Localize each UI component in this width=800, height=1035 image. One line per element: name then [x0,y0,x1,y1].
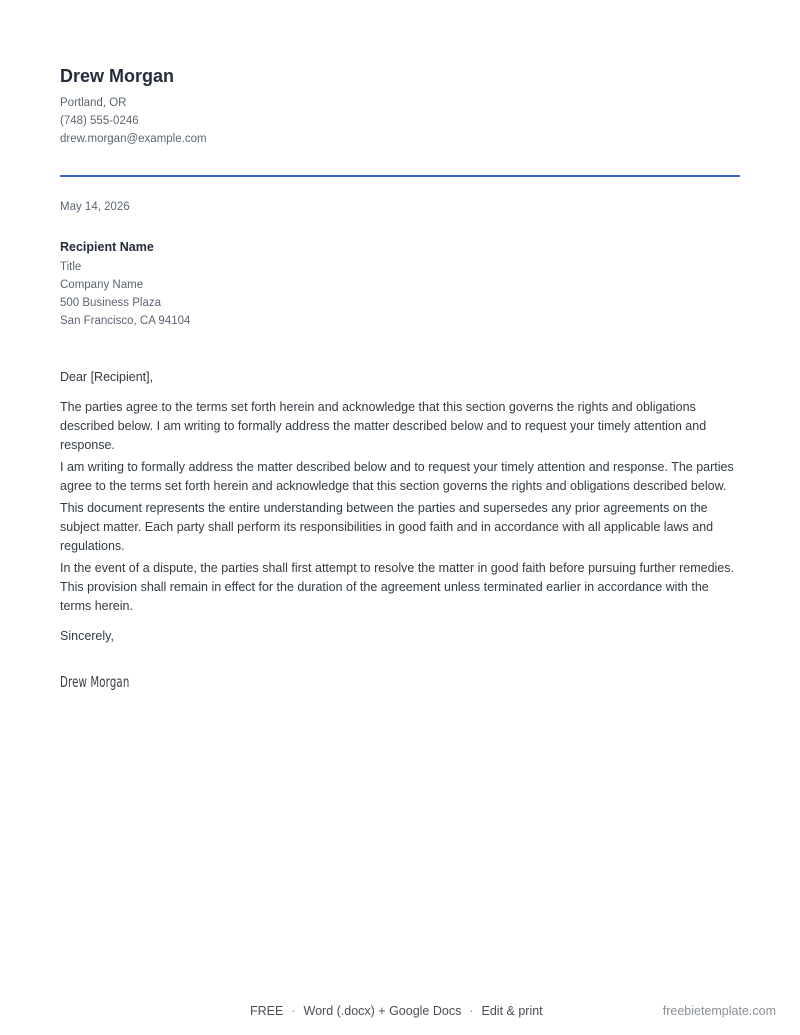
footer-separator: · [291,1004,296,1018]
sender-location: Portland, OR [60,97,127,109]
recipient-address: 500 Business Plaza [60,297,162,309]
footer-features [250,1004,543,1018]
body-paragraph: In the event of a dispute, the parties shall first attempt to resolve the matter in good faith before pursuing further remedies. This provision shall remain in effect for the duration of the agreement unless terminated earlier in accordance with the terms herein. [60,561,734,613]
sender-phone: (748) 555-0246 [60,115,139,127]
closing: Sincerely, [60,629,114,643]
footer-free-label: FREE [250,1004,284,1018]
footer-brand-link[interactable]: freebietemplate.com [662,1004,776,1018]
footer [0,1004,800,1022]
sender-email: drew.morgan@example.com [60,133,207,145]
recipient-title: Title [60,261,82,273]
sender-name: Drew Morgan [60,66,175,86]
recipient-name: Recipient Name [60,240,154,254]
signature: Drew Morgan [60,673,130,691]
body-paragraph: I am writing to formally address the matter described below and to request your timely attention and response. The parties agree to the terms set forth herein and acknowledge that this section governs the rights and obligations described below. [60,460,734,493]
letter-date: May 14, 2026 [60,201,130,213]
body-paragraph: The parties agree to the terms set forth herein and acknowledge that this section governs the rights and obligations described below. I am writing to formally address the matter described below and to request your timely attention and response. [60,400,707,452]
letter-body [60,398,740,619]
body-paragraph: This document represents the entire understanding between the parties and supersedes any prior agreements on the subject matter. Each party shall perform its responsibilities in good faith and in accordance with all applicable laws and regulations. [60,501,714,553]
salutation: Dear [Recipient], [60,370,154,384]
recipient-company: Company Name [60,279,144,291]
footer-separator: · [469,1004,474,1018]
footer-edit-label: Edit & print [481,1004,543,1018]
recipient-city-state-zip: San Francisco, CA 94104 [60,315,191,327]
header-divider [60,175,740,177]
footer-formats-label: Word (.docx) + Google Docs [303,1004,462,1018]
